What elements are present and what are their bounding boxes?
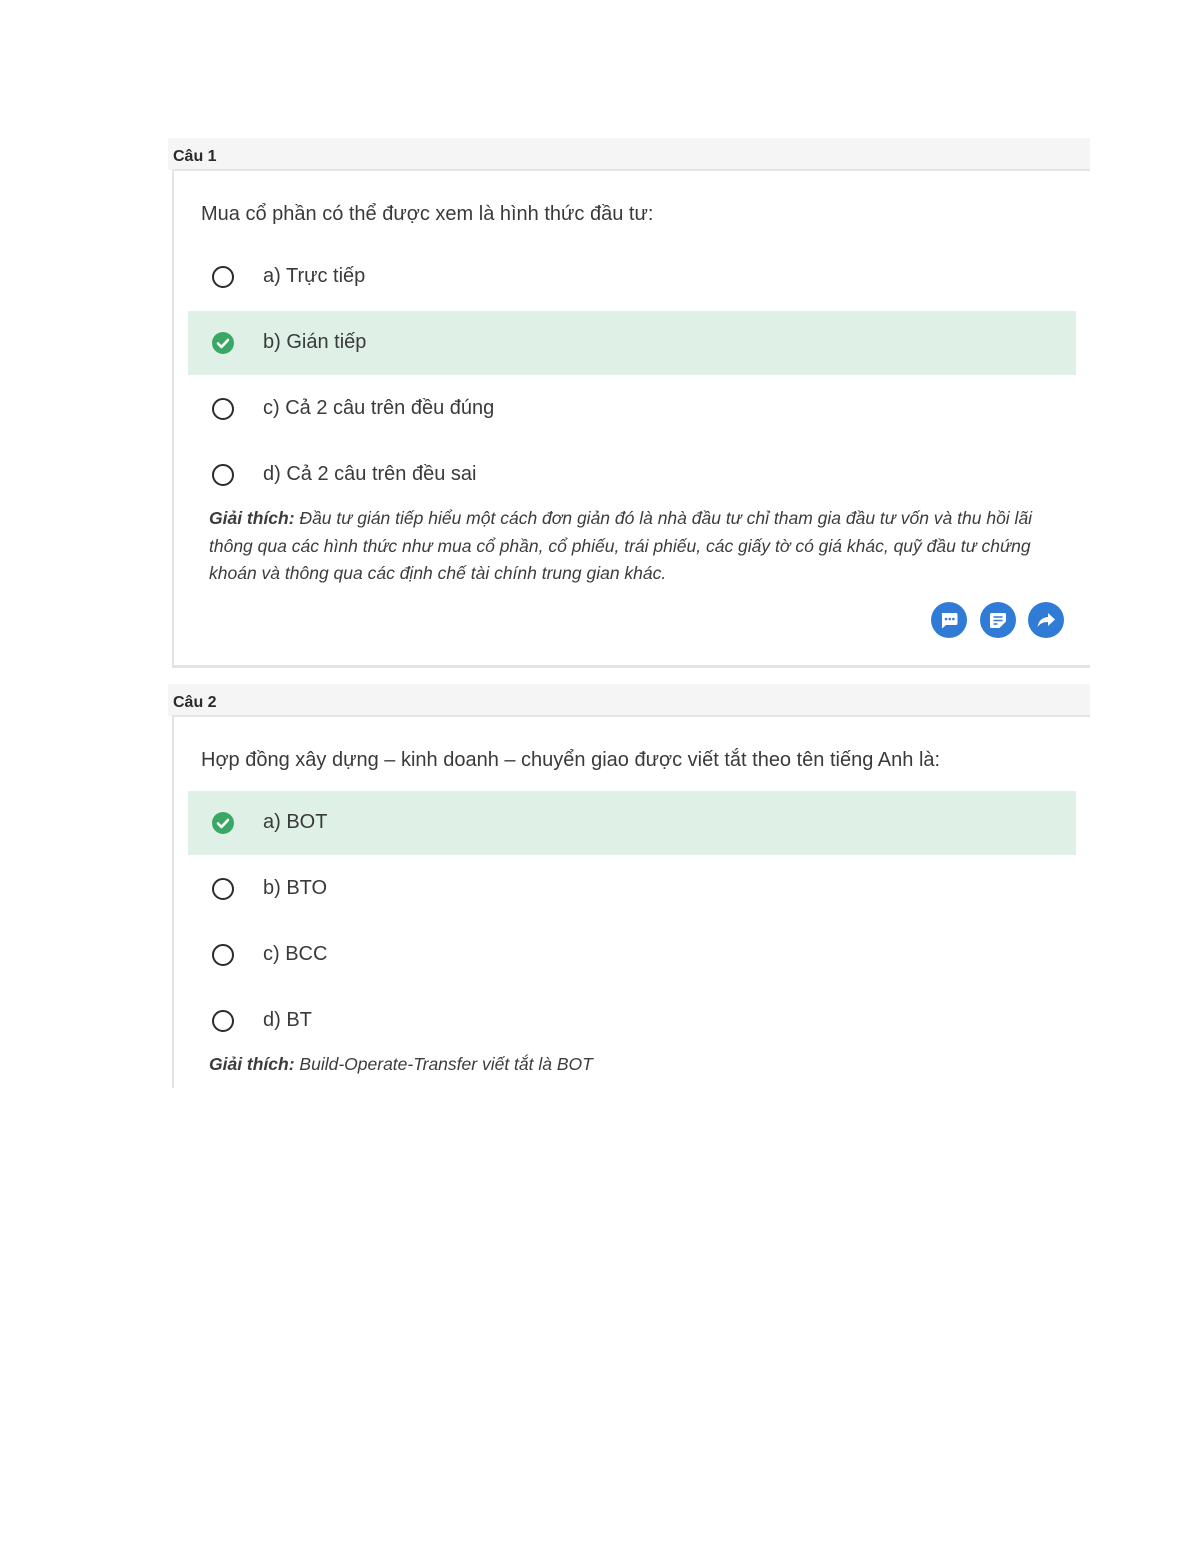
question-1	[168, 138, 1090, 668]
radio-button-unchecked[interactable]	[212, 398, 234, 420]
option-b-correct[interactable]	[188, 311, 1076, 375]
question-card	[172, 715, 1090, 1088]
radio-button-unchecked[interactable]	[212, 1010, 234, 1032]
option-label: b) BTO	[263, 877, 328, 899]
option-a[interactable]	[188, 245, 1076, 309]
explanation	[209, 1051, 1069, 1079]
option-label: c) Cả 2 câu trên đều đúng	[263, 397, 495, 419]
option-a-correct[interactable]	[188, 791, 1076, 855]
option-label: c) BCC	[263, 943, 328, 965]
question-text: Hợp đồng xây dựng – kinh doanh – chuyển giao được viết tắt theo tên tiếng Anh là:	[201, 749, 941, 771]
share-button[interactable]	[1028, 602, 1064, 638]
option-label: a) BOT	[263, 811, 328, 833]
radio-button-unchecked[interactable]	[212, 464, 234, 486]
explanation-text: Đầu tư gián tiếp hiểu một cách đơn giản đó là nhà đầu tư chỉ tham gia đầu tư vốn và thu hồi lãi thông qua các hình thức như mua cổ phần, cổ phiếu, trái phiếu, các giấy tờ có giá khác, quỹ đầu tư chứng khoán và thông qua các định chế tài chính trung gian khác.	[209, 508, 1033, 583]
option-label: a) Trực tiếp	[263, 265, 366, 287]
option-d[interactable]	[188, 443, 1076, 507]
question-card	[172, 169, 1090, 668]
option-label: d) BT	[263, 1009, 312, 1031]
explanation-label: Giải thích:	[209, 508, 295, 528]
question-2	[168, 684, 1090, 1088]
note-button[interactable]	[980, 602, 1016, 638]
question-header: Câu 1	[168, 138, 1090, 170]
question-text: Mua cổ phần có thể được xem là hình thức đầu tư:	[201, 203, 654, 225]
radio-button-unchecked[interactable]	[212, 878, 234, 900]
radio-button-unchecked[interactable]	[212, 944, 234, 966]
option-c[interactable]	[188, 377, 1076, 441]
radio-button-unchecked[interactable]	[212, 266, 234, 288]
check-circle-icon	[212, 332, 234, 354]
option-label: d) Cả 2 câu trên đều sai	[263, 463, 477, 485]
explanation	[209, 505, 1069, 588]
option-c[interactable]	[188, 923, 1076, 987]
option-label: b) Gián tiếp	[263, 331, 367, 353]
option-b[interactable]	[188, 857, 1076, 921]
explanation-label: Giải thích:	[209, 1054, 295, 1074]
question-header: Câu 2	[168, 684, 1090, 716]
option-d[interactable]	[188, 989, 1076, 1053]
comment-button[interactable]	[931, 602, 967, 638]
check-circle-icon	[212, 812, 234, 834]
explanation-text: Build-Operate-Transfer viết tắt là BOT	[294, 1054, 593, 1074]
